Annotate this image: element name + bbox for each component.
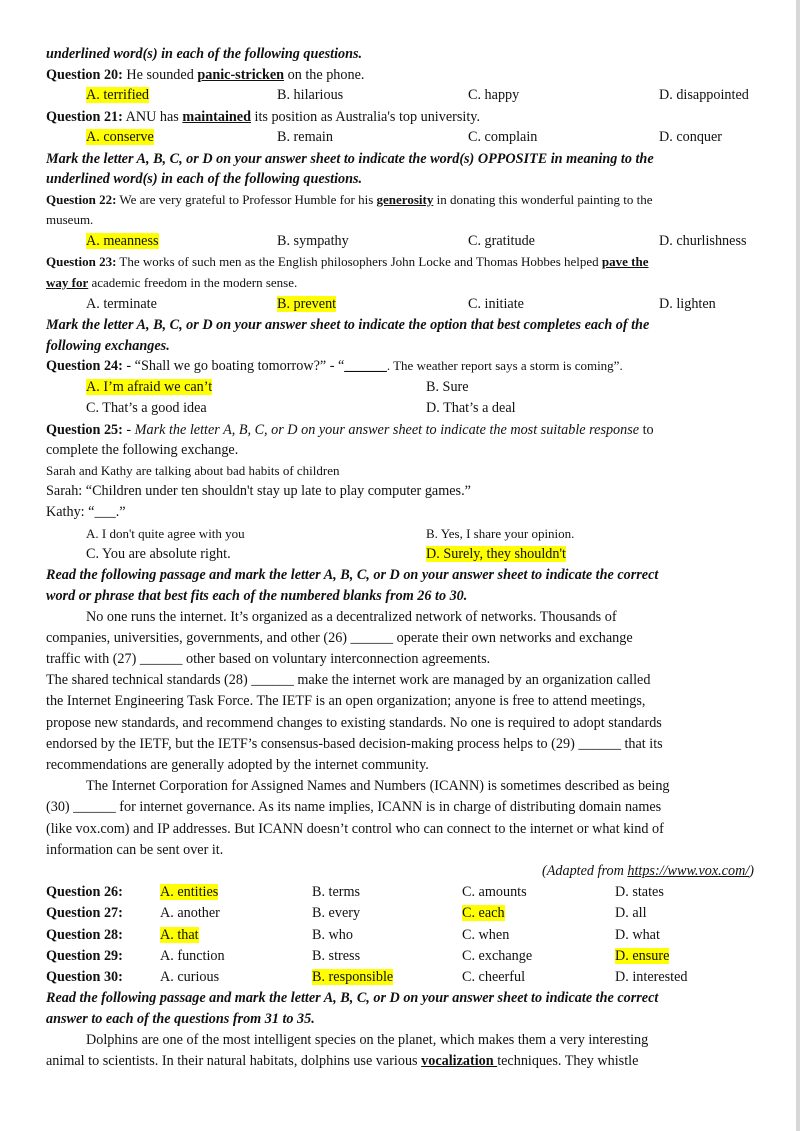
option-b[interactable]: B. stress — [312, 947, 361, 964]
passage-line: the Internet Engineering Task Force. The IETF is an open organization; anyone is free to attend meetings, — [46, 693, 646, 710]
passage-line: recommendations are generally adopted by the internet community. — [46, 756, 429, 773]
option-a[interactable]: A. terrified — [86, 87, 150, 104]
passage-line: (like vox.com) and IP addresses. But ICANN doesn’t control who can connect to the internet or what kind of — [46, 820, 664, 837]
option-d[interactable]: D. what — [615, 926, 660, 943]
question-23-options — [46, 294, 754, 315]
option-c[interactable]: C. amounts — [462, 883, 527, 900]
option-a[interactable]: A. I don't quite agree with you — [86, 525, 245, 541]
question-24-options-cd — [46, 398, 754, 419]
answer-row — [46, 903, 754, 924]
option-d[interactable]: D. disappointed — [659, 87, 749, 104]
question-label: Question 26: — [46, 883, 123, 900]
underlined-word: panic-stricken — [197, 66, 285, 83]
option-a[interactable]: A. another — [160, 905, 220, 922]
option-b[interactable]: B. remain — [277, 129, 333, 146]
directions-line: underlined word(s) in each of the following questions. — [46, 46, 363, 62]
option-c[interactable]: C. cheerful — [462, 969, 526, 986]
question-label: Question 24: — [46, 358, 123, 375]
option-c[interactable]: C. happy — [468, 87, 520, 104]
passage-line: endorsed by the IETF, but the IETF’s consensus-based decision-making process helps to (29) ______ that its — [46, 735, 663, 752]
option-b[interactable]: B. prevent — [277, 295, 337, 312]
option-c[interactable]: C. initiate — [468, 295, 524, 312]
option-a[interactable]: A. meanness — [86, 232, 159, 249]
directions-passage: Read the following passage and mark the letter A, B, C, or D on your answer sheet to indicate the correct — [46, 567, 659, 584]
question-20: Question 20: He sounded panic-stricken on the phone. — [46, 66, 365, 83]
option-d[interactable]: D. churlishness — [659, 232, 747, 249]
answer-blank: ______ — [344, 358, 387, 375]
option-d[interactable]: D. states — [615, 883, 664, 900]
option-b[interactable]: B. sympathy — [277, 232, 349, 249]
option-b[interactable]: B. Yes, I share your opinion. — [426, 525, 575, 541]
option-a[interactable]: A. terminate — [86, 295, 157, 312]
question-25-cont: complete the following exchange. — [46, 442, 239, 459]
option-d[interactable]: D. all — [615, 905, 647, 922]
answer-grid — [46, 882, 754, 988]
option-a[interactable]: A. entities — [160, 883, 219, 900]
underlined-word: way for — [46, 274, 89, 290]
option-c[interactable]: C. when — [462, 926, 510, 943]
option-b[interactable]: B. responsible — [312, 969, 394, 986]
passage-line: The shared technical standards (28) ______ make the internet work are managed by an organization called — [46, 672, 651, 689]
option-d[interactable]: D. lighten — [659, 295, 716, 312]
question-label: Question 21: — [46, 108, 123, 125]
question-25: Question 25: - Mark the letter A, B, C, or D on your answer sheet to indicate the most suitable response to — [46, 421, 654, 438]
question-25-options-cd — [46, 544, 754, 565]
passage-source: (Adapted from https://www.vox.com/) — [541, 862, 754, 879]
question-23: Question 23: The works of such men as the English philosophers John Locke and Thomas Hobbes helped pave the — [46, 254, 649, 270]
question-label: Question 30: — [46, 969, 123, 986]
underlined-word: maintained — [182, 108, 251, 125]
option-c[interactable]: C. complain — [468, 129, 538, 146]
passage2-line: Dolphins are one of the most intelligent species on the planet, which makes them a very interesting — [86, 1031, 649, 1048]
passage2-line: animal to scientists. In their natural habitats, dolphins use various vocalization techniques. They whistle — [46, 1052, 639, 1069]
directions-opposite: Mark the letter A, B, C, or D on your answer sheet to indicate the word(s) OPPOSITE in meaning to the — [46, 150, 654, 167]
option-c[interactable]: C. That’s a good idea — [86, 400, 207, 417]
answer-row — [46, 882, 754, 903]
option-b[interactable]: B. hilarious — [277, 87, 344, 104]
question-label: Question 27: — [46, 905, 123, 922]
question-22-options — [46, 231, 754, 252]
question-25-sarah: Sarah: “Children under ten shouldn't stay up late to play computer games.” — [46, 483, 471, 500]
option-c[interactable]: C. exchange — [462, 947, 533, 964]
directions-passage-2-title-2: answer to each of the questions from 31 to 35. — [46, 1011, 315, 1028]
directions-exchange-2: following exchanges. — [46, 337, 170, 354]
passage-line: (30) ______ for internet governance. As its name implies, ICANN is in charge of distributing domain names — [46, 799, 662, 816]
question-21: Question 21: ANU has maintained its position as Australia's top university. — [46, 108, 480, 125]
option-b[interactable]: B. Sure — [426, 378, 469, 395]
question-label: Question 20: — [46, 66, 123, 83]
question-21-options — [46, 127, 754, 148]
question-25-options-ab — [46, 523, 754, 544]
option-a[interactable]: A. that — [160, 926, 199, 943]
question-24: Question 24: - “Shall we go boating tomorrow?” - “______. The weather report says a storm is coming”. — [46, 358, 623, 375]
answer-row — [46, 925, 754, 946]
option-a[interactable]: A. I’m afraid we can’t — [86, 378, 213, 395]
passage-line: companies, universities, governments, and other (26) ______ operate their own networks and exchange — [46, 629, 633, 646]
passage-line: No one runs the internet. It’s organized as a decentralized network of networks. Thousands of — [86, 608, 617, 625]
directions-opposite-2: underlined word(s) in each of the following questions. — [46, 171, 363, 188]
answer-row — [46, 967, 754, 988]
directions-passage-2: word or phrase that best fits each of the numbered blanks from 26 to 30. — [46, 587, 468, 604]
option-b[interactable]: B. every — [312, 905, 361, 922]
underlined-word: generosity — [376, 191, 434, 207]
question-22: Question 22: We are very grateful to Professor Humble for his generosity in donating this wonderful painting to the — [46, 191, 653, 207]
directions-passage-2-title: Read the following passage and mark the letter A, B, C, or D on your answer sheet to indicate the correct — [46, 990, 659, 1007]
source-link[interactable]: https://www.vox.com/ — [627, 862, 750, 879]
question-25-kathy: Kathy: “___.” — [46, 503, 126, 520]
question-label: Question 25: — [46, 421, 123, 438]
question-22-cont: museum. — [46, 212, 94, 228]
question-23-cont: way for academic freedom in the modern sense. — [46, 274, 298, 290]
question-label: Question 29: — [46, 947, 123, 964]
option-c[interactable]: C. each — [462, 905, 505, 922]
option-c[interactable]: C. gratitude — [468, 232, 535, 249]
option-d[interactable]: D. That’s a deal — [426, 400, 516, 417]
option-d[interactable]: D. conquer — [659, 129, 723, 146]
question-label: Question 28: — [46, 926, 123, 943]
question-25-context: Sarah and Kathy are talking about bad habits of children — [46, 462, 340, 478]
option-b[interactable]: B. who — [312, 926, 353, 943]
passage-line: information can be sent over it. — [46, 841, 224, 858]
underlined-word: vocalization — [421, 1052, 498, 1069]
option-a[interactable]: A. curious — [160, 969, 220, 986]
passage-line: traffic with (27) ______ other based on voluntary interconnection agreements. — [46, 650, 491, 667]
answer-row — [46, 946, 754, 967]
option-b[interactable]: B. terms — [312, 883, 361, 900]
option-c[interactable]: C. You are absolute right. — [86, 545, 231, 562]
passage-line: The Internet Corporation for Assigned Names and Numbers (ICANN) is sometimes described as being — [86, 778, 670, 795]
option-d[interactable]: D. ensure — [615, 947, 670, 964]
option-a[interactable]: A. conserve — [86, 129, 154, 146]
option-d[interactable]: D. interested — [615, 969, 688, 986]
directions-exchange: Mark the letter A, B, C, or D on your answer sheet to indicate the option that best completes each of the — [46, 316, 650, 333]
question-24-options-ab — [46, 377, 754, 398]
question-20-options — [46, 85, 754, 106]
question-label: Question 22: — [46, 191, 117, 207]
passage-line: propose new standards, and recommend changes to existing standards. No one is required to adopt standards — [46, 714, 662, 731]
underlined-word: pave the — [601, 254, 649, 270]
question-label: Question 23: — [46, 254, 117, 270]
option-d[interactable]: D. Surely, they shouldn't — [426, 545, 566, 562]
option-a[interactable]: A. function — [160, 947, 225, 964]
